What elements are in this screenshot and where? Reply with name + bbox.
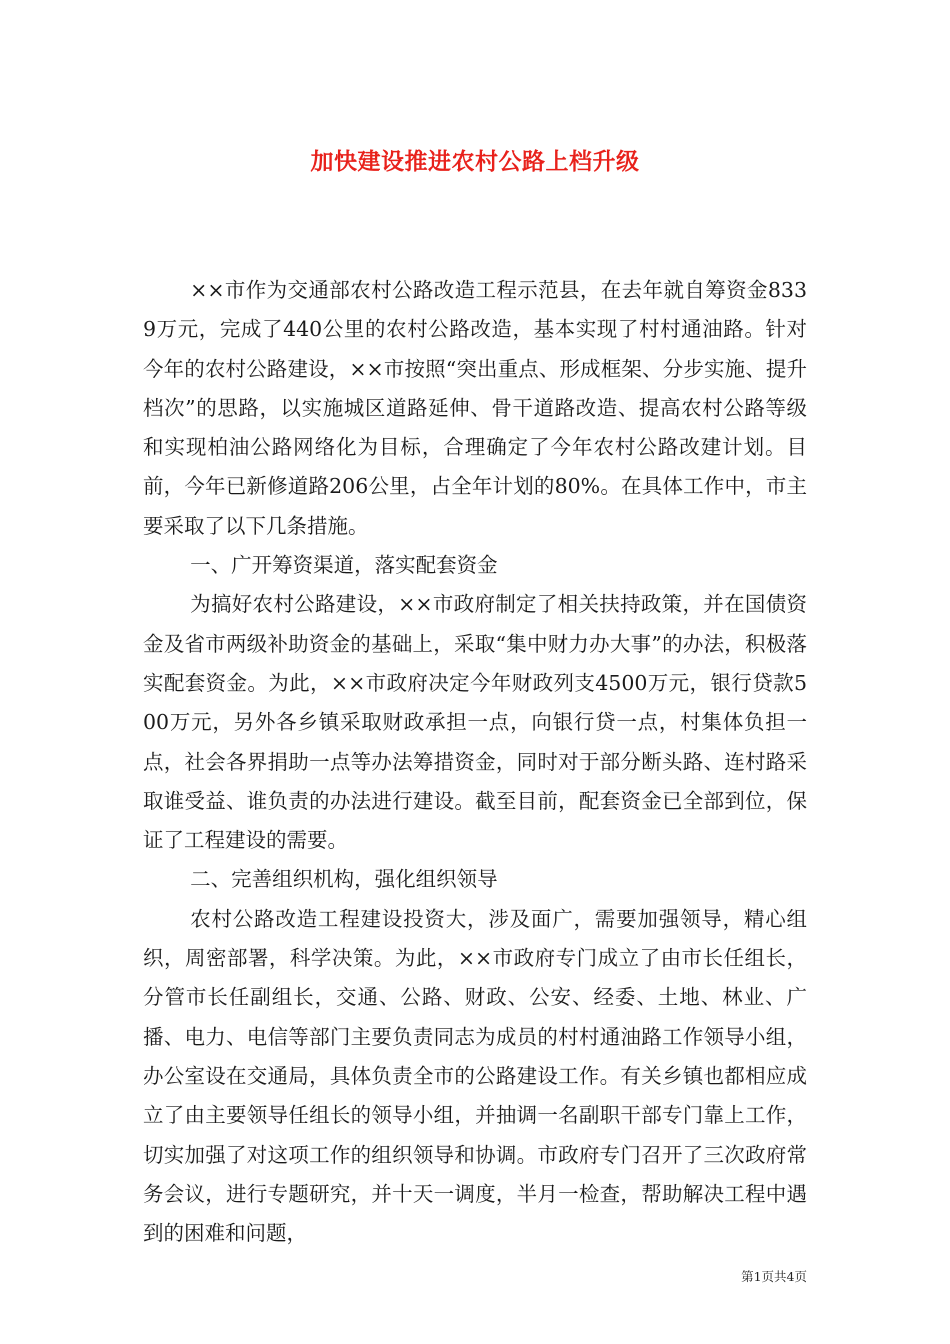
paragraph-organization: 农村公路改造工程建设投资大，涉及面广，需要加强领导，精心组织，周密部署，科学决策。为此，××市政府专门成立了由市长任组长，分管市长任副组长，交通、公路、财政、公安、经委、土地、林业、广播、电力、电信等部门主要负责同志为成员的村村通油路工作领导小组，办公室设在交通局，具体负责全市的公路建设工作。有关乡镇也都相应成立了由主要领导任组长的领导小组，并抽调一名副职干部专门靠上工作，切实加强了对这项工作的组织领导和协调。市政府专门召开了三次政府常务会议，进行专题研究，并十天一调度，半月一检查，帮助解决工程中遇到的困难和问题， [143,906,807,1246]
section-heading-1: 一、广开筹资渠道，落实配套资金 [190,553,498,578]
paragraph-funding: 为搞好农村公路建设，××市政府制定了相关扶持政策，并在国债资金及省市两级补助资金的基础上，采取“集中财力办大事”的办法，积极落实配套资金。为此，××市政府决定今年财政列支4500万元，银行贷款500万元，另外各乡镇采取财政承担一点，向银行贷一点，村集体负担一点，社会各界捐助一点等办法筹措资金，同时对于部分断头路、连村路采取谁受益、谁负责的办法进行建设。截至目前，配套资金已全部到位，保证了工程建设的需要。 [143,592,807,853]
page-number-footer: 第1页共4页 [741,1269,807,1284]
paragraph-intro: ××市作为交通部农村公路改造工程示范县，在去年就自筹资金8339万元，完成了440公里的农村公路改造，基本实现了村村通油路。针对今年的农村公路建设，××市按照“突出重点、形成框架、分步实施、提升档次”的思路，以实施城区道路延伸、骨干道路改造、提高农村公路等级和实现柏油公路网络化为目标，合理确定了今年农村公路改建计划。目前，今年已新修道路206公里，占全年计划的80%。在具体工作中，市主要采取了以下几条措施。 [143,278,807,538]
page-title: 加快建设推进农村公路上档升级 [310,148,640,176]
section-heading-2: 二、完善组织机构，强化组织领导 [190,867,498,892]
document-body [143,271,807,1253]
